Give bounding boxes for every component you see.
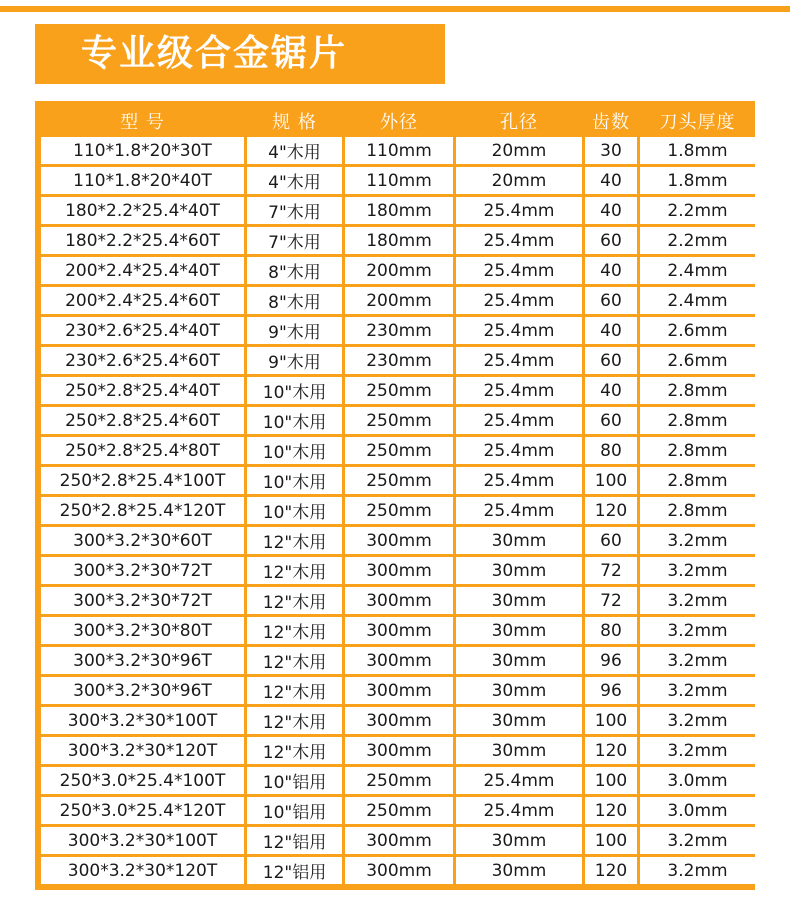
cell-kerf: 3.2mm [640, 557, 755, 584]
cell-outer-diameter: 110mm [345, 167, 453, 194]
cell-teeth: 40 [585, 167, 637, 194]
cell-teeth: 100 [585, 467, 637, 494]
cell-spec: 9"木用 [247, 347, 342, 374]
table-row [41, 527, 755, 554]
cell-teeth: 100 [585, 767, 637, 794]
cell-outer-diameter: 300mm [345, 587, 453, 614]
cell-bore: 25.4mm [456, 227, 582, 254]
cell-model: 300*3.2*30*72T [41, 587, 244, 614]
cell-kerf: 2.2mm [640, 197, 755, 224]
table-row [41, 587, 755, 614]
cell-bore: 20mm [456, 167, 582, 194]
cell-spec: 10"铝用 [247, 797, 342, 824]
header-model: 型 号 [41, 107, 244, 134]
cell-model: 230*2.6*25.4*40T [41, 317, 244, 344]
cell-model: 250*2.8*25.4*60T [41, 407, 244, 434]
cell-outer-diameter: 300mm [345, 677, 453, 704]
cell-bore: 30mm [456, 737, 582, 764]
cell-model: 200*2.4*25.4*60T [41, 287, 244, 314]
cell-kerf: 3.0mm [640, 767, 755, 794]
table-row [41, 647, 755, 674]
cell-kerf: 2.6mm [640, 317, 755, 344]
cell-spec: 7"木用 [247, 227, 342, 254]
cell-model: 230*2.6*25.4*60T [41, 347, 244, 374]
cell-kerf: 2.8mm [640, 407, 755, 434]
cell-teeth: 120 [585, 857, 637, 884]
table-row [41, 467, 755, 494]
cell-spec: 10"木用 [247, 497, 342, 524]
cell-teeth: 40 [585, 197, 637, 224]
cell-model: 300*3.2*30*120T [41, 737, 244, 764]
cell-outer-diameter: 200mm [345, 257, 453, 284]
cell-outer-diameter: 250mm [345, 377, 453, 404]
cell-bore: 25.4mm [456, 407, 582, 434]
table-row [41, 197, 755, 224]
table-row [41, 797, 755, 824]
cell-kerf: 3.2mm [640, 857, 755, 884]
header-kerf: 刀头厚度 [640, 107, 755, 134]
cell-kerf: 3.2mm [640, 737, 755, 764]
cell-teeth: 40 [585, 317, 637, 344]
table-row [41, 677, 755, 704]
cell-bore: 30mm [456, 557, 582, 584]
cell-spec: 12"木用 [247, 707, 342, 734]
cell-spec: 12"木用 [247, 557, 342, 584]
cell-outer-diameter: 250mm [345, 467, 453, 494]
table-row [41, 227, 755, 254]
cell-outer-diameter: 250mm [345, 407, 453, 434]
cell-model: 110*1.8*20*40T [41, 167, 244, 194]
cell-spec: 12"木用 [247, 617, 342, 644]
table-row [41, 737, 755, 764]
cell-spec: 12"木用 [247, 587, 342, 614]
cell-teeth: 96 [585, 647, 637, 674]
cell-teeth: 60 [585, 527, 637, 554]
cell-spec: 10"木用 [247, 467, 342, 494]
cell-spec: 10"木用 [247, 407, 342, 434]
cell-outer-diameter: 300mm [345, 737, 453, 764]
cell-model: 250*2.8*25.4*80T [41, 437, 244, 464]
cell-outer-diameter: 230mm [345, 347, 453, 374]
cell-kerf: 2.2mm [640, 227, 755, 254]
cell-model: 300*3.2*30*80T [41, 617, 244, 644]
spec-table [38, 104, 758, 887]
cell-teeth: 30 [585, 137, 637, 164]
cell-bore: 20mm [456, 137, 582, 164]
cell-bore: 30mm [456, 827, 582, 854]
table-row [41, 347, 755, 374]
page-title: 专业级合金锯片 [35, 24, 445, 84]
cell-bore: 30mm [456, 707, 582, 734]
cell-teeth: 72 [585, 557, 637, 584]
table-row [41, 617, 755, 644]
cell-model: 300*3.2*30*60T [41, 527, 244, 554]
cell-bore: 25.4mm [456, 437, 582, 464]
cell-spec: 12"木用 [247, 647, 342, 674]
cell-bore: 25.4mm [456, 197, 582, 224]
cell-kerf: 1.8mm [640, 167, 755, 194]
cell-model: 300*3.2*30*100T [41, 707, 244, 734]
cell-kerf: 3.2mm [640, 527, 755, 554]
cell-model: 300*3.2*30*72T [41, 557, 244, 584]
cell-model: 300*3.2*30*96T [41, 677, 244, 704]
cell-spec: 7"木用 [247, 197, 342, 224]
cell-kerf: 3.0mm [640, 797, 755, 824]
cell-outer-diameter: 300mm [345, 557, 453, 584]
cell-bore: 25.4mm [456, 497, 582, 524]
cell-kerf: 3.2mm [640, 707, 755, 734]
table-row [41, 437, 755, 464]
cell-teeth: 120 [585, 497, 637, 524]
table-row [41, 827, 755, 854]
cell-model: 250*3.0*25.4*100T [41, 767, 244, 794]
cell-model: 300*3.2*30*96T [41, 647, 244, 674]
cell-spec: 4"木用 [247, 137, 342, 164]
cell-model: 250*2.8*25.4*100T [41, 467, 244, 494]
cell-outer-diameter: 300mm [345, 827, 453, 854]
header-outer-diameter: 外径 [345, 107, 453, 134]
cell-teeth: 60 [585, 347, 637, 374]
header-bore: 孔径 [456, 107, 582, 134]
cell-teeth: 60 [585, 407, 637, 434]
cell-kerf: 2.8mm [640, 437, 755, 464]
cell-teeth: 60 [585, 227, 637, 254]
cell-outer-diameter: 200mm [345, 287, 453, 314]
cell-model: 180*2.2*25.4*60T [41, 227, 244, 254]
table-row [41, 557, 755, 584]
cell-kerf: 3.2mm [640, 647, 755, 674]
spec-table-frame [35, 101, 755, 890]
cell-spec: 12"铝用 [247, 857, 342, 884]
cell-spec: 12"木用 [247, 527, 342, 554]
table-row [41, 287, 755, 314]
cell-spec: 10"木用 [247, 377, 342, 404]
cell-outer-diameter: 110mm [345, 137, 453, 164]
cell-model: 300*3.2*30*100T [41, 827, 244, 854]
cell-bore: 25.4mm [456, 317, 582, 344]
cell-spec: 9"木用 [247, 317, 342, 344]
cell-spec: 8"木用 [247, 287, 342, 314]
cell-outer-diameter: 300mm [345, 707, 453, 734]
cell-spec: 10"铝用 [247, 767, 342, 794]
table-row [41, 377, 755, 404]
cell-spec: 12"木用 [247, 677, 342, 704]
cell-spec: 4"木用 [247, 167, 342, 194]
cell-bore: 25.4mm [456, 287, 582, 314]
cell-model: 250*2.8*25.4*120T [41, 497, 244, 524]
cell-outer-diameter: 250mm [345, 437, 453, 464]
cell-teeth: 80 [585, 437, 637, 464]
cell-teeth: 40 [585, 257, 637, 284]
table-body [41, 137, 755, 884]
cell-spec: 12"铝用 [247, 827, 342, 854]
table-row [41, 407, 755, 434]
cell-bore: 30mm [456, 587, 582, 614]
cell-kerf: 3.2mm [640, 587, 755, 614]
cell-teeth: 100 [585, 707, 637, 734]
cell-outer-diameter: 300mm [345, 527, 453, 554]
cell-bore: 30mm [456, 527, 582, 554]
cell-bore: 25.4mm [456, 797, 582, 824]
cell-kerf: 2.4mm [640, 287, 755, 314]
table-row [41, 767, 755, 794]
cell-model: 250*3.0*25.4*120T [41, 797, 244, 824]
cell-bore: 25.4mm [456, 257, 582, 284]
cell-outer-diameter: 250mm [345, 497, 453, 524]
table-row [41, 707, 755, 734]
cell-kerf: 2.4mm [640, 257, 755, 284]
cell-teeth: 72 [585, 587, 637, 614]
cell-bore: 25.4mm [456, 347, 582, 374]
table-row [41, 167, 755, 194]
cell-kerf: 2.8mm [640, 377, 755, 404]
cell-bore: 30mm [456, 617, 582, 644]
cell-teeth: 40 [585, 377, 637, 404]
cell-outer-diameter: 180mm [345, 227, 453, 254]
cell-kerf: 3.2mm [640, 677, 755, 704]
table-row [41, 137, 755, 164]
cell-bore: 25.4mm [456, 467, 582, 494]
header-spec: 规 格 [247, 107, 342, 134]
header-teeth: 齿数 [585, 107, 637, 134]
cell-kerf: 1.8mm [640, 137, 755, 164]
top-accent-bar [0, 6, 790, 12]
table-row [41, 257, 755, 284]
cell-spec: 10"木用 [247, 437, 342, 464]
table-header-row [41, 107, 755, 134]
cell-teeth: 60 [585, 287, 637, 314]
cell-teeth: 120 [585, 737, 637, 764]
cell-model: 300*3.2*30*120T [41, 857, 244, 884]
cell-model: 250*2.8*25.4*40T [41, 377, 244, 404]
cell-bore: 30mm [456, 677, 582, 704]
cell-model: 200*2.4*25.4*40T [41, 257, 244, 284]
cell-teeth: 96 [585, 677, 637, 704]
cell-bore: 25.4mm [456, 377, 582, 404]
cell-teeth: 100 [585, 827, 637, 854]
cell-bore: 25.4mm [456, 767, 582, 794]
cell-outer-diameter: 230mm [345, 317, 453, 344]
cell-outer-diameter: 300mm [345, 617, 453, 644]
cell-outer-diameter: 300mm [345, 857, 453, 884]
table-row [41, 497, 755, 524]
cell-model: 110*1.8*20*30T [41, 137, 244, 164]
table-row [41, 317, 755, 344]
cell-outer-diameter: 180mm [345, 197, 453, 224]
cell-bore: 30mm [456, 647, 582, 674]
cell-teeth: 80 [585, 617, 637, 644]
cell-model: 180*2.2*25.4*40T [41, 197, 244, 224]
cell-outer-diameter: 250mm [345, 797, 453, 824]
cell-kerf: 2.8mm [640, 467, 755, 494]
cell-kerf: 2.6mm [640, 347, 755, 374]
cell-spec: 8"木用 [247, 257, 342, 284]
cell-kerf: 3.2mm [640, 617, 755, 644]
table-row [41, 857, 755, 884]
cell-kerf: 2.8mm [640, 497, 755, 524]
cell-teeth: 120 [585, 797, 637, 824]
cell-bore: 30mm [456, 857, 582, 884]
cell-outer-diameter: 250mm [345, 767, 453, 794]
cell-kerf: 3.2mm [640, 827, 755, 854]
cell-outer-diameter: 300mm [345, 647, 453, 674]
cell-spec: 12"木用 [247, 737, 342, 764]
